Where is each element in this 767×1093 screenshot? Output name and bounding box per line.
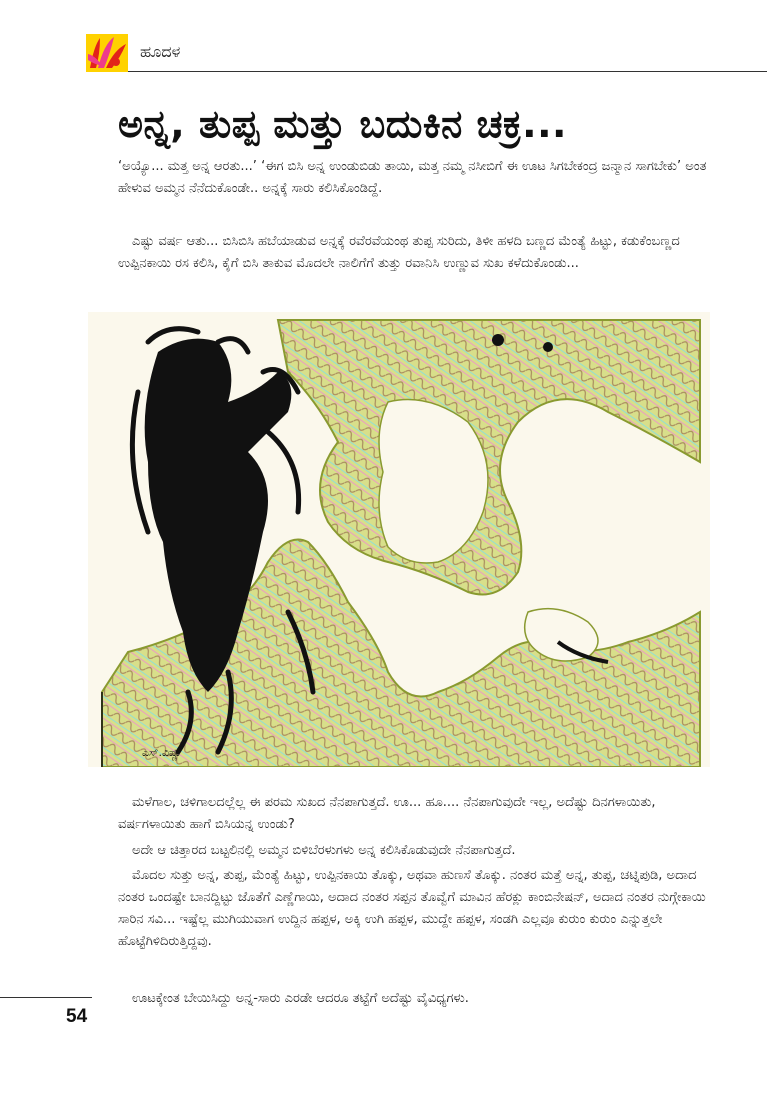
header-rule xyxy=(128,71,767,72)
illustration-drawing xyxy=(88,312,710,767)
intro-paragraph-1: ‘ಅಯ್ಯೊ... ಮತ್ತ ಅನ್ನ ಆರತು...’ ‘ಈಗ ಬಿಸಿ ಅನ್ನ ಉಂಡುಬಿಡು ತಾಯಿ, ಮತ್ತ ನಮ್ಮ ನಸೀಬಿಗೆ ಈ ಊಟ ಸಿಗಬೇಕಂದ್ರ ಜನ್ಮಾನ ಸಾಗಬೇಕು’ ಅಂತ ಹೇಳುವ ಅಮ್ಮನ ನೆನೆದುಕೊಂಡೇ.. ಅನ್ನಕ್ಕೆ ಸಾರು ಕಲಿಸಿಕೊಂಡಿದ್ದೆ. xyxy=(118,159,707,196)
page-number: 54 xyxy=(66,1006,88,1027)
article-title: ಅನ್ನ, ತುಪ್ಪ ಮತ್ತು ಬದುಕಿನ ಚಕ್ರ... xyxy=(118,102,567,146)
body-paragraph-2: ಅದೇ ಆ ಚಿತ್ತಾರದ ಬಟ್ಟಲಿನಲ್ಲಿ ಅಮ್ಮನ ಬಿಳಿಬೆರಳುಗಳು ಅನ್ನ ಕಲಿಸಿಕೊಡುವುದೇ ನೆನಪಾಗುತ್ತದೆ. xyxy=(132,843,516,858)
magazine-logo-icon xyxy=(86,34,128,72)
body-paragraph-1: ಮಳೆಗಾಲ, ಚಳಿಗಾಲದಲ್ಲೆಲ್ಲ ಈ ಪರಮ ಸುಖದ ನೆನಪಾಗುತ್ತದೆ. ಊ... ಹೂ.... ನೆನಪಾಗುವುದೇ ಇಲ್ಲ, ಅದೆಷ್ಟು ದಿನಗಳಾಯಿತು, ವರ್ಷಗಳಾಯಿತು ಹಾಗೆ ಬಿಸಿಯನ್ನ ಉಂಡು? xyxy=(118,795,656,832)
article-illustration xyxy=(88,312,710,767)
illustration-credit: ಎಸ್.ವಿಷ್ಣು xyxy=(142,746,182,759)
intro-paragraph-2: ಎಷ್ಟು ವರ್ಷ ಆತು... ಬಿಸಿಬಿಸಿ ಹಬೆಯಾಡುವ ಅನ್ನಕ್ಕೆ ರವೆರವೆಯಂಥ ತುಪ್ಪ ಸುರಿದು, ತಿಳೀ ಹಳದಿ ಬಣ್ಣದ ಮೆಂತ್ಯೆ ಹಿಟ್ಟು, ಕಡುಕೆಂಬಣ್ಣದ ಉಪ್ಪಿನಕಾಯಿ ರಸ ಕಲಿಸಿ, ಕೈಗೆ ಬಿಸಿ ತಾಕುವ ಮೊದಲೇ ನಾಲಿಗೆಗೆ ತುತ್ತು ರವಾನಿಸಿ ಉಣ್ಣುವ ಸುಖ ಕಳೆದುಕೊಂಡು... xyxy=(118,234,680,271)
section-name: ಹೂದಳ xyxy=(140,42,181,61)
footer-rule xyxy=(0,997,92,998)
body-paragraph-3: ಮೊದಲ ಸುತ್ತು ಅನ್ನ, ತುಪ್ಪ, ಮೆಂತ್ಯೆ ಹಿಟ್ಟು, ಉಪ್ಪಿನಕಾಯಿ ತೊಕ್ಕು, ಅಥವಾ ಹುಣಸೆ ತೊಕ್ಕು. ನಂತರ ಮತ್ತೆ ಅನ್ನ, ತುಪ್ಪ, ಚಟ್ನಿಪುಡಿ, ಅದಾದ ನಂತರ ಒಂದಷ್ಟೇ ಬಾನದ್ದಿಟ್ಟು ಜೊತೆಗೆ ಎಣ್ಣೆಗಾಯಿ, ಅದಾದ ನಂತರ ಸಪ್ಪನ ತೊವ್ವೆಗೆ ಮಾವಿನ ಹೆರಕ್ಲು ಕಾಂಬಿನೇಷನ್, ಅದಾದ ನಂತರ ನುಗ್ಗೇಕಾಯಿ ಸಾರಿನ ಸವಿ... ಇಷ್ಟೆಲ್ಲ ಮುಗಿಯುವಾಗ ಉದ್ದಿನ ಹಪ್ಪಳ, ಅಕ್ಕಿ ಉಗಿ ಹಪ್ಪಳ, ಮುದ್ದೇ ಹಪ್ಪಳ, ಸಂಡಗಿ ಎಲ್ಲವೂ ಕುರುಂ ಕುರುಂ ಎನ್ನುತ್ತಲೇ ಹೊಟ್ಟೆಗಿಳಿದಿರುತ್ತಿದ್ದವು. xyxy=(118,868,706,949)
page-header xyxy=(0,0,767,74)
body-paragraph-4: ಊಟಕ್ಕೇಂತ ಬೇಯಿಸಿದ್ದು ಅನ್ನ-ಸಾರು ಎರಡೇ ಆದರೂ ತಟ್ಟೆಗೆ ಅದೆಷ್ಟು ವೈವಿಧ್ಯಗಳು. xyxy=(132,991,469,1006)
